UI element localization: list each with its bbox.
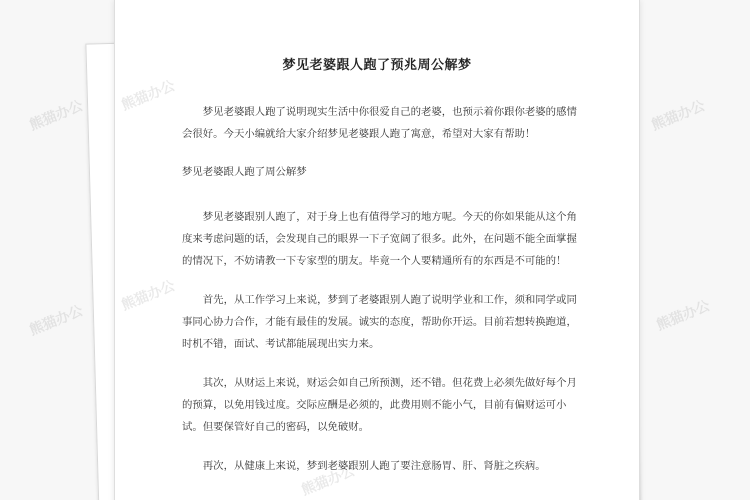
paragraph-work: 首先，从工作学习上来说，梦到了老婆跟别人跑了说明学业和工作，须和同学或同事同心协力合作，才能有最佳的发展。诚实的态度，帮助你开运。目前若想转换跑道，时机不错，面试、考试都能展现出实力来。 xyxy=(182,294,577,350)
paragraph-wealth: 其次，从财运上来说，财运会如自己所预测，还不错。但花费上必须先做好每个月的预算，以免用钱过度。交际应酬是必须的，此费用则不能小气，目前有偏财运可小试。但要保管好自己的密码，以免破财。 xyxy=(182,377,577,433)
paragraph-health: 再次，从健康上来说，梦到老婆跟别人跑了要注意肠胃、肝、肾脏之疾病。 xyxy=(202,460,546,472)
paragraph-intro: 梦见老婆跟人跑了说明现实生活中你很爱自己的老婆，也预示着你跟你老婆的感情会很好。今天小编就给大家介绍梦见老婆跟人跑了寓意，希望对大家有帮助！ xyxy=(182,106,577,140)
document-title: 梦见老婆跟人跑了预兆周公解梦 xyxy=(282,58,472,73)
paragraph-perspective: 梦见老婆跟别人跑了，对于身上也有值得学习的地方呢。今天的你如果能从这个角度来考虑问题的话，会发现自己的眼界一下子宽阔了很多。此外，在问题不能全面掌握的情况下，不妨请教一下专家型的朋友。毕竟一个人要精通所有的东西是不可能的！ xyxy=(182,211,577,267)
document-page xyxy=(114,0,640,500)
section-heading: 梦见老婆跟人跑了周公解梦 xyxy=(182,166,307,178)
watermark: 熊猫办公 xyxy=(649,98,708,134)
watermark: 熊猫办公 xyxy=(654,298,713,334)
watermark: 熊猫办公 xyxy=(27,303,86,339)
watermark: 熊猫办公 xyxy=(27,98,86,134)
